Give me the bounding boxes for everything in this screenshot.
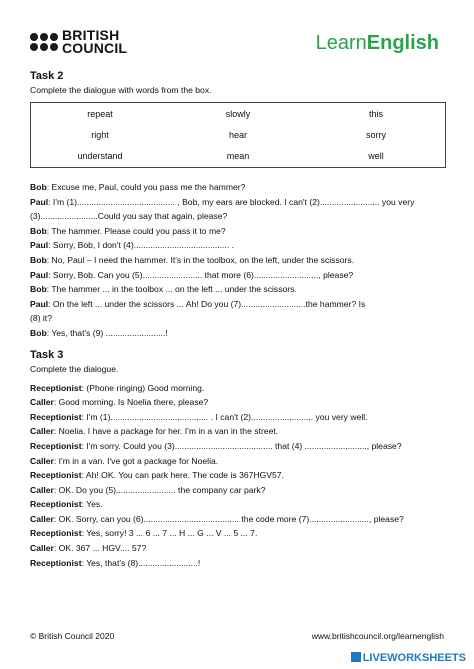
speaker-name: Bob <box>30 254 47 265</box>
word-box-item: hear <box>228 129 247 140</box>
british-council-logo <box>30 29 127 55</box>
speaker-name: Caller <box>30 543 54 554</box>
word-box-row <box>31 146 445 167</box>
dialogue-text: : I'm (1)......................................... , Bob, my ears are blocked. I can't (2)......................... you very <box>48 196 415 207</box>
word-box-item: well <box>368 151 384 162</box>
speaker-name: Paul <box>30 240 49 251</box>
liveworksheets-text: LIVEWORKSHEETS <box>362 652 466 664</box>
dialogue-text: : (Phone ringing) Good morning. <box>81 382 205 393</box>
learnenglish-logo <box>316 32 439 55</box>
dialogue-line <box>30 512 444 527</box>
dialogue-line <box>30 268 444 283</box>
footer-copyright: © British Council 2020 <box>30 631 115 641</box>
dialogue-line <box>30 395 444 410</box>
word-box-item: repeat <box>87 108 113 119</box>
word-box-item: slowly <box>225 108 251 119</box>
dialogue-line <box>30 468 444 483</box>
speaker-name: Receptionist <box>30 411 82 422</box>
speaker-name: Bob <box>30 327 47 338</box>
dialogue-line <box>30 424 444 439</box>
le-learn: Learn <box>315 32 367 54</box>
dialogue-line <box>30 253 444 268</box>
speaker-name: Receptionist <box>30 440 82 451</box>
speaker-name: Paul <box>30 298 49 309</box>
speaker-name: Receptionist <box>30 499 82 510</box>
dialogue-line <box>30 282 444 297</box>
dialogue-text: : Sorry, Bob. Can you (5)......................... that more (6)..........................., please? <box>48 269 354 280</box>
dialogue-text: : OK. Sorry, can you (6)........................................ the code more (7)........................., please? <box>53 513 404 524</box>
dialogue-line <box>30 195 444 210</box>
task2-instruction: Complete the dialogue with words from the box. <box>30 85 212 95</box>
dialogue-text: : The hammer ... in the toolbox ... on the left ... under the scissors. <box>46 284 297 295</box>
speaker-name: Caller <box>30 513 54 524</box>
dialogue-line <box>30 439 444 454</box>
dialogue-line <box>30 556 444 571</box>
dialogue-line <box>30 224 444 239</box>
word-box-item: mean <box>226 151 250 162</box>
dialogue-text: : Yes, sorry! 3 ... 6 ... 7 ... H ... G ... V ... 5 ... 7. <box>81 528 258 539</box>
worksheet-content <box>30 70 444 570</box>
dialogue-line <box>30 381 444 396</box>
dialogue-text: : Noelia. I have a package for her. I'm in a van in the street. <box>53 426 279 437</box>
speaker-name: Bob <box>30 225 47 236</box>
dialogue-line <box>30 541 444 556</box>
dialogue-line <box>30 297 444 312</box>
dialogue-text: : Good morning. Is Noelia there, please? <box>53 397 209 408</box>
dialogue-line <box>30 311 444 326</box>
word-box-row <box>31 124 445 145</box>
le-english: English <box>366 32 439 54</box>
word-box-item: sorry <box>366 129 386 140</box>
dialogue-line <box>30 238 444 253</box>
dialogue-text: : On the left ... under the scissors ... Ah! Do you (7)...........................the hammer? Is <box>48 298 366 309</box>
task3-instruction: Complete the dialogue. <box>30 363 119 374</box>
task3-dialogue <box>30 381 444 571</box>
speaker-name: Caller <box>30 484 54 495</box>
speaker-name: Receptionist <box>30 382 82 393</box>
bc-line1: BRITISH <box>62 27 120 43</box>
dialogue-text: : No, Paul – I need the hammer. It's in the toolbox, on the left, under the scissors. <box>46 254 355 265</box>
task2-title: Task 2 <box>30 70 64 82</box>
dialogue-text: (8) it? <box>30 313 52 324</box>
task2-dialogue <box>30 180 444 341</box>
bc-line2: COUNCIL <box>62 40 128 56</box>
speaker-name: Caller <box>30 455 54 466</box>
speaker-name: Receptionist <box>30 528 82 539</box>
page-header <box>0 0 474 70</box>
speaker-name: Bob <box>30 284 47 295</box>
dialogue-line <box>30 410 444 425</box>
word-box-item: right <box>91 129 109 140</box>
word-box <box>30 102 446 168</box>
dialogue-text: : I'm (1)......................................... . I can't (2).......................... you very well. <box>81 411 368 422</box>
dialogue-text: : Yes, that's (9) .........................! <box>46 327 168 338</box>
page-footer <box>30 631 444 641</box>
liveworksheets-logo <box>351 652 466 664</box>
speaker-name: Receptionist <box>30 557 82 568</box>
speaker-name: Paul <box>30 269 49 280</box>
dialogue-line <box>30 454 444 469</box>
liveworksheets-icon <box>351 652 361 662</box>
dialogue-text: : I'm sorry. Could you (3)......................................... that (4) .........................., please? <box>81 440 402 451</box>
dialogue-text: : Yes. <box>81 499 103 510</box>
dialogue-text: : The hammer. Please could you pass it to me? <box>46 225 226 236</box>
dialogue-text: : Sorry, Bob, I don't (4)........................................ . <box>48 240 234 251</box>
word-box-row <box>31 103 445 124</box>
dialogue-line <box>30 209 444 224</box>
dialogue-line <box>30 497 444 512</box>
dialogue-line <box>30 326 444 341</box>
dialogue-text: : Ah! OK. You can park here. The code is 367HGV57. <box>81 470 284 481</box>
dialogue-text: (3)........................Could you say that again, please? <box>30 211 228 222</box>
dialogue-line <box>30 180 444 195</box>
british-council-dots-icon <box>30 33 58 51</box>
dialogue-text: : I'm in a van. I've got a package for Noelia. <box>53 455 219 466</box>
dialogue-text: : Excuse me, Paul, could you pass me the hammer? <box>46 182 246 192</box>
dialogue-line <box>30 483 444 498</box>
word-box-item: this <box>368 108 383 119</box>
dialogue-text: : Yes, that's (8).........................! <box>81 557 201 568</box>
speaker-name: Caller <box>30 397 54 408</box>
speaker-name: Bob <box>30 182 47 192</box>
dialogue-line <box>30 526 444 541</box>
dialogue-text: : OK. 367 ... HGV.... 57? <box>53 543 147 554</box>
speaker-name: Caller <box>30 426 54 437</box>
task3-title: Task 3 <box>30 348 64 361</box>
footer-url[interactable]: www.britishcouncil.org/learnenglish <box>311 631 444 641</box>
dialogue-text: : OK. Do you (5)......................... the company car park? <box>53 484 266 495</box>
speaker-name: Paul <box>30 196 49 207</box>
word-box-item: understand <box>77 151 123 162</box>
speaker-name: Receptionist <box>30 470 82 481</box>
